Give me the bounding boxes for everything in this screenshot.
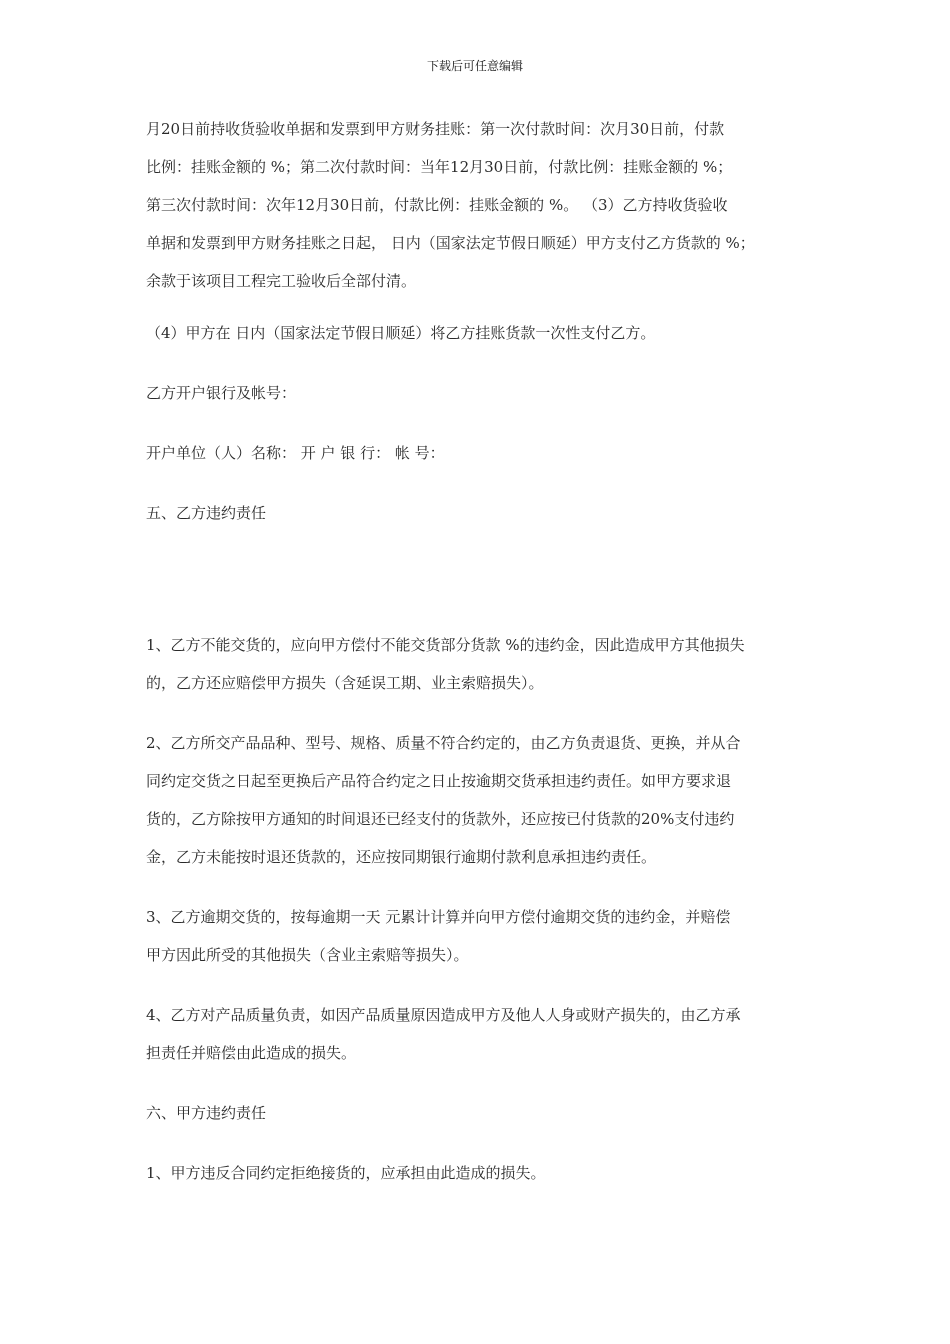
text-line: 1、甲方违反合同约定拒绝接货的，应承担由此造成的损失。 <box>146 1164 546 1182</box>
text-line: 第三次付款时间：次年12月30日前，付款比例：挂账金额的 %。 （3）乙方持收货验收 <box>146 196 728 214</box>
text-line: 担责任并赔偿由此造成的损失。 <box>146 1044 357 1062</box>
text-line: 余款于该项目工程完工验收后全部付清。 <box>146 272 417 290</box>
bank-details-line <box>146 434 818 472</box>
section-heading: 五、乙方违约责任 <box>146 504 267 522</box>
text-line: 乙方开户银行及帐号： <box>146 384 297 402</box>
text-line: 开户单位（人）名称： 开 户 银 行： 帐 号： <box>146 444 445 462</box>
text-line: 比例：挂账金额的 %；第二次付款时间：当年12月30日前，付款比例：挂账金额的 %； <box>146 158 733 176</box>
text-line: 1、乙方不能交货的，应向甲方偿付不能交货部分货款 %的违约金，因此造成甲方其他损失 <box>146 636 745 654</box>
text-line: 货的，乙方除按甲方通知的时间退还已经支付的货款外，还应按已付货款的20%支付违约 <box>146 810 735 828</box>
text-line: 金，乙方未能按时退还货款的，还应按同期银行逾期付款利息承担违约责任。 <box>146 848 657 866</box>
section-heading: 六、甲方违约责任 <box>146 1104 267 1122</box>
lump-sum-payment-paragraph <box>146 314 818 352</box>
document-body <box>146 110 818 1192</box>
clause-b-3 <box>146 898 818 974</box>
clause-b-2 <box>146 724 818 876</box>
clause-a-1 <box>146 1154 818 1192</box>
text-line: 甲方因此所受的其他损失（含业主索赔等损失）。 <box>146 946 469 964</box>
text-line: 3、乙方逾期交货的，按每逾期一天 元累计计算并向甲方偿付逾期交货的违约金，并赔偿 <box>146 908 731 926</box>
payment-terms-paragraph <box>146 110 818 300</box>
text-line: 单据和发票到甲方财务挂账之日起， 日内（国家法定节假日顺延）甲方支付乙方货款的 %； <box>146 234 755 252</box>
text-line: 月20日前持收货验收单据和发票到甲方财务挂账：第一次付款时间：次月30日前，付款 <box>146 120 725 138</box>
text-line: 的，乙方还应赔偿甲方损失（含延误工期、业主索赔损失）。 <box>146 674 544 692</box>
text-line: 4、乙方对产品质量负责，如因产品质量原因造成甲方及他人人身或财产损失的，由乙方承 <box>146 1006 741 1024</box>
bank-account-label <box>146 374 818 412</box>
section-heading-party-a-liability <box>146 1094 818 1132</box>
clause-b-1 <box>146 626 818 702</box>
section-heading-party-b-liability <box>146 494 818 532</box>
text-line: 同约定交货之日起至更换后产品符合约定之日止按逾期交货承担违约责任。如甲方要求退 <box>146 772 732 790</box>
text-line: 2、乙方所交产品品种、型号、规格、质量不符合约定的，由乙方负责退货、更换，并从合 <box>146 734 741 752</box>
clause-b-4 <box>146 996 818 1072</box>
text-line: （4）甲方在 日内（国家法定节假日顺延）将乙方挂账货款一次性支付乙方。 <box>146 324 656 342</box>
page-header-note: 下载后可任意编辑 <box>426 59 523 73</box>
